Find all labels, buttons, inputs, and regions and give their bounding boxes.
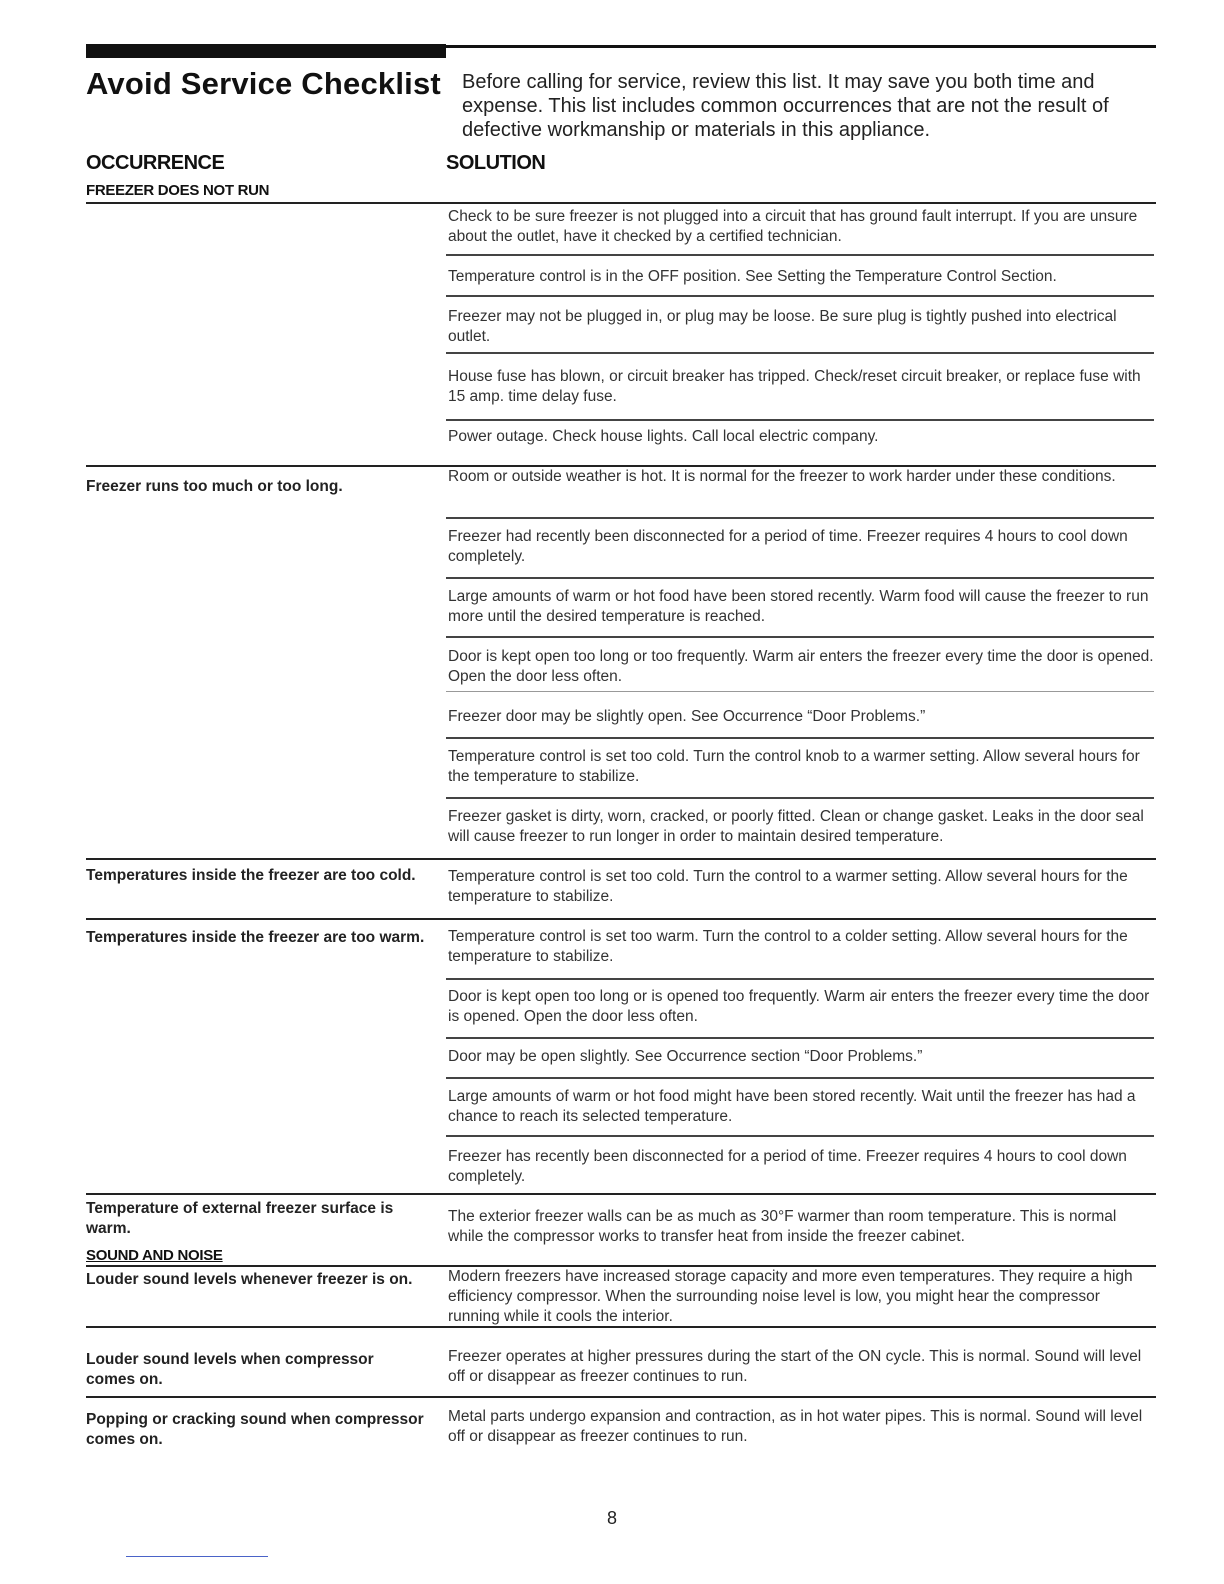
occurrence-label: Freezer runs too much or too long. — [86, 478, 343, 495]
occurrence-divider — [86, 1193, 1156, 1195]
solution-text: Large amounts of warm or hot food have been stored recently. Warm food will cause the freezer to run more until the desired temperature is reached. — [448, 588, 1149, 625]
solution-text: Door is kept open too long or too frequently. Warm air enters the freezer every time the door is opened. Open the door less often. — [448, 648, 1154, 685]
solution-text: Door may be open slightly. See Occurrence section “Door Problems.” — [448, 1048, 923, 1065]
header-bar — [86, 44, 446, 58]
solution-text: Freezer had recently been disconnected for a period of time. Freezer requires 4 hours to cool down completely. — [448, 528, 1128, 565]
solution-text: House fuse has blown, or circuit breaker has tripped. Check/reset circuit breaker, or replace fuse with 15 amp. time delay fuse. — [448, 368, 1141, 405]
solution-divider — [446, 797, 1154, 799]
solution-text: Room or outside weather is hot. It is normal for the freezer to work harder under these conditions. — [448, 468, 1116, 485]
occurrence-label: Temperatures inside the freezer are too cold. — [86, 867, 416, 884]
solution-divider — [446, 254, 1154, 256]
solution-text: Freezer door may be slightly open. See Occurrence “Door Problems.” — [448, 708, 926, 725]
solution-text: Temperature control is set too warm. Turn the control to a colder setting. Allow several hours for the temperature to stabilize. — [448, 928, 1128, 965]
solution-text: Check to be sure freezer is not plugged into a circuit that has ground fault interrupt. If you are unsure about the outlet, have it checked by a certified technician. — [448, 208, 1138, 245]
solution-divider — [446, 419, 1154, 421]
solution-text: The exterior freezer walls can be as much as 30°F warmer than room temperature. This is normal while the compressor works to transfer heat from inside the freezer cabinet. — [448, 1208, 1117, 1245]
solution-text: Temperature control is set too cold. Turn the control knob to a warmer setting. Allow several hours for the temperature to stabilize. — [448, 748, 1140, 785]
section-label-sound-and-noise: SOUND AND NOISE — [86, 1247, 223, 1264]
occurrence-label: Louder sound levels whenever freezer is on. — [86, 1271, 413, 1288]
intro-text: Before calling for service, review this list. It may save you both time and expense. This list includes common occurrences that are not the result of defective workmanship or materials in this appliance. — [462, 71, 1109, 141]
column-header-solution: SOLUTION — [446, 152, 546, 174]
solution-text: Freezer operates at higher pressures during the start of the ON cycle. This is normal. Sound will level off or disappear as freezer continues to run. — [448, 1348, 1142, 1385]
solution-divider — [446, 352, 1154, 354]
solution-divider — [446, 737, 1154, 739]
section-divider — [86, 202, 1156, 204]
solution-divider — [446, 517, 1154, 519]
solution-text: Power outage. Check house lights. Call local electric company. — [448, 428, 879, 445]
header-rule — [446, 45, 1156, 48]
solution-text: Freezer may not be plugged in, or plug may be loose. Be sure plug is tightly pushed into electrical outlet. — [448, 308, 1117, 345]
solution-text: Temperature control is in the OFF position. See Setting the Temperature Control Section. — [448, 268, 1057, 285]
occurrence-divider — [86, 1396, 1156, 1398]
section-label-freezer-does-not-run: FREEZER DOES NOT RUN — [86, 182, 270, 199]
solution-divider — [446, 1077, 1154, 1079]
solution-divider — [446, 1037, 1154, 1039]
solution-text: Freezer gasket is dirty, worn, cracked, or poorly fitted. Clean or change gasket. Leaks in the door seal will cause freezer to run longer in order to maintain desired temperature. — [448, 808, 1144, 845]
solution-text: Temperature control is set too cold. Turn the control to a warmer setting. Allow several hours for the temperature to stabilize. — [448, 868, 1128, 905]
solution-text: Metal parts undergo expansion and contraction, as in hot water pipes. This is normal. Sound will level off or disappear as freezer continues to run. — [448, 1408, 1143, 1445]
occurrence-label: Popping or cracking sound when compressor comes on. — [86, 1411, 424, 1448]
occurrence-divider — [86, 858, 1156, 860]
solution-text: Freezer has recently been disconnected for a period of time. Freezer requires 4 hours to cool down completely. — [448, 1148, 1127, 1185]
occurrence-label: Temperature of external freezer surface is warm. — [86, 1200, 394, 1237]
occurrence-divider — [86, 1326, 1156, 1328]
page-title: Avoid Service Checklist — [86, 66, 441, 101]
solution-text: Modern freezers have increased storage capacity and more even temperatures. They require a high efficiency compressor. When the surrounding noise level is low, you might hear the compressor running while it cools the interior. — [448, 1268, 1133, 1325]
footer-link-underline — [126, 1556, 268, 1557]
solution-divider — [446, 636, 1154, 638]
solution-divider — [446, 577, 1154, 579]
solution-divider — [446, 295, 1154, 297]
solution-divider — [446, 978, 1154, 980]
solution-divider — [446, 1135, 1154, 1137]
occurrence-divider — [86, 918, 1156, 920]
column-header-occurrence: OCCURRENCE — [86, 152, 225, 174]
solution-divider — [446, 691, 1154, 692]
solution-text: Door is kept open too long or is opened too frequently. Warm air enters the freezer every time the door is opened. Open the door less often. — [448, 988, 1150, 1025]
occurrence-label: Temperatures inside the freezer are too warm. — [86, 929, 425, 946]
solution-text: Large amounts of warm or hot food might have been stored recently. Wait until the freezer has had a chance to reach its selected temperature. — [448, 1088, 1136, 1125]
page-number: 8 — [606, 1508, 617, 1528]
occurrence-label: Louder sound levels when compressor comes on. — [86, 1351, 374, 1388]
